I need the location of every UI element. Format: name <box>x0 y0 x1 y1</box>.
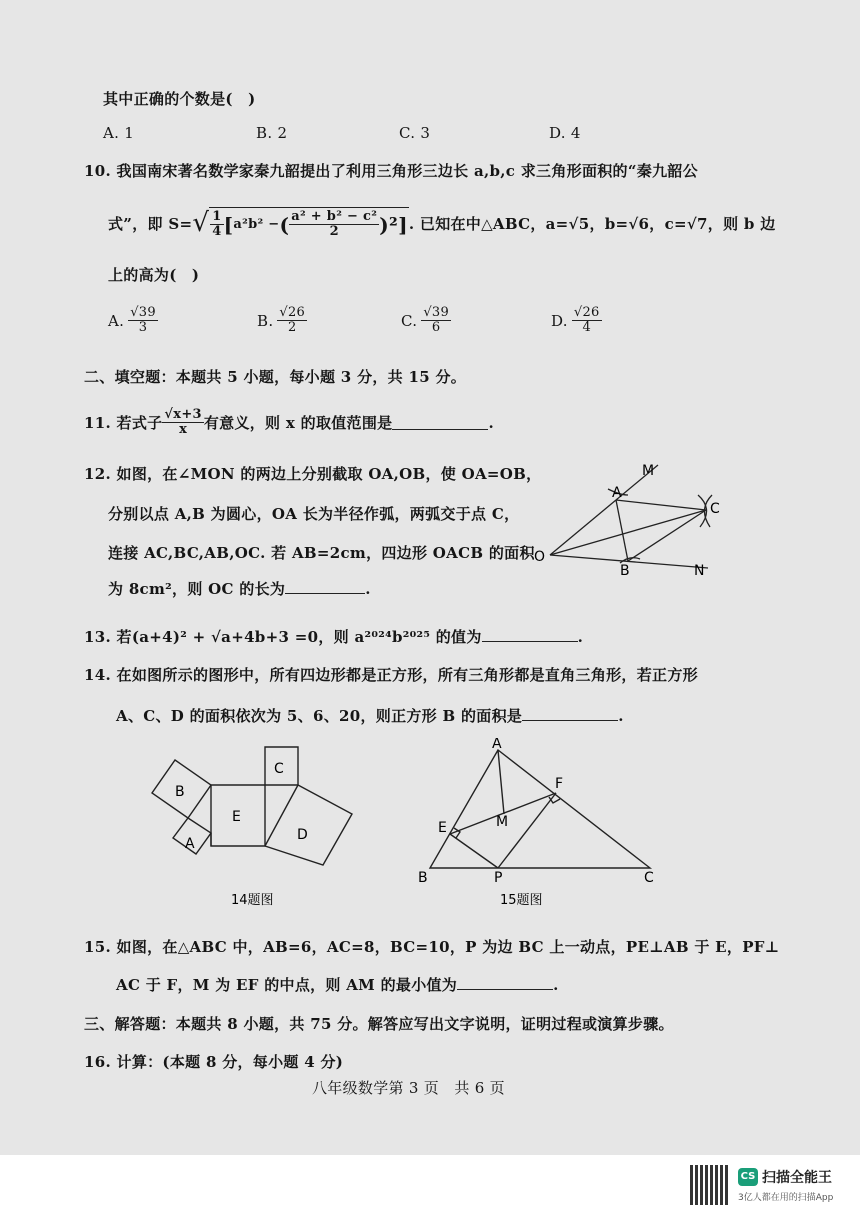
label-o: O <box>534 549 546 565</box>
label-m: M <box>642 463 655 479</box>
label-p: P <box>494 870 503 886</box>
q15-figure <box>410 738 660 913</box>
label-b: B <box>620 563 630 579</box>
q13-text: 13. 若(a+4)² + √a+4b+3 =0，则 a²⁰²⁴b²⁰²⁵ 的值为 <box>84 628 482 646</box>
label-n: N <box>694 563 705 579</box>
segment-ac <box>616 500 706 510</box>
option-label: A. <box>108 311 125 330</box>
bracket-right: ] <box>398 212 408 237</box>
q10-option-b <box>257 306 307 336</box>
segment-am <box>498 750 504 814</box>
q13 <box>84 626 583 647</box>
watermark-app-name: 扫描全能王 <box>762 1170 832 1186</box>
q10-formula-frac <box>210 210 223 240</box>
q11 <box>84 408 494 438</box>
option-num: √39 <box>423 305 450 320</box>
q10-line2 <box>108 207 776 240</box>
paren-left: ( <box>279 212 290 237</box>
label-e: E <box>232 809 241 825</box>
formula-mid: a²b² − <box>233 217 280 233</box>
q16-heading: 16. 计算：(本题 8 分，每小题 4 分) <box>84 1053 344 1071</box>
paren-right: )² <box>379 212 399 237</box>
q10-option-a <box>108 306 158 336</box>
q10-line1: 10. 我国南宋著名数学家秦九韶提出了利用三角形三边长 a,b,c 求三角形面积的“秦九韶公 <box>84 162 698 180</box>
q14-line1: 14. 在如图所示的图形中，所有四边形都是正方形，所有三角形都是直角三角形，若正方形 <box>84 666 698 684</box>
label-d: D <box>297 827 308 843</box>
q15-end: . <box>553 976 559 994</box>
q10-option-c <box>401 306 451 336</box>
q12-line1: 12. 如图，在∠MON 的两边上分别截取 OA,OB，使 OA=OB， <box>84 465 542 483</box>
q9-option-b: B. 2 <box>256 124 288 142</box>
q13-end: . <box>577 628 584 646</box>
frac-numerator: 1 <box>212 209 222 224</box>
scanner-footer <box>0 1155 860 1217</box>
q11-frac-den: x <box>179 422 188 438</box>
camscanner-logo-icon: CS <box>738 1168 758 1186</box>
label-c: C <box>710 501 720 517</box>
q12-end: . <box>365 580 371 598</box>
option-num: √26 <box>279 305 306 320</box>
q9-option-c: C. 3 <box>399 124 431 142</box>
option-den: 6 <box>431 320 441 336</box>
q10-line2-prefix: 式”，即 S= <box>108 214 193 233</box>
square-d <box>265 785 352 865</box>
option-num: √26 <box>573 305 600 320</box>
bracket-left: [ <box>223 212 234 237</box>
frac-denominator: 2 <box>329 224 339 240</box>
frac-denominator: 4 <box>212 224 222 240</box>
q15-line2-text: AC 于 F，M 为 EF 的中点，则 AM 的最小值为 <box>116 976 458 994</box>
triangle-abc <box>430 750 650 868</box>
label-e: E <box>438 820 447 836</box>
option-num: √39 <box>130 305 156 320</box>
label-a: A <box>492 738 502 752</box>
label-a: A <box>185 836 195 852</box>
label-b: B <box>418 870 428 886</box>
answer-blank[interactable] <box>392 415 488 430</box>
q14-line2-text: A、C、D 的面积依次为 5、6、20，则正方形 B 的面积是 <box>116 707 523 725</box>
frac-numerator: a² + b² − c² <box>291 209 378 224</box>
q9-option-d: D. 4 <box>549 124 581 142</box>
sqrt-sign: √ <box>192 208 210 239</box>
q9-stem: 其中正确的个数是( ) <box>103 90 256 108</box>
caption-14: 14题图 <box>231 893 274 908</box>
q10-line3: 上的高为( ) <box>108 266 200 284</box>
answer-blank[interactable] <box>522 706 618 721</box>
q12-figure <box>528 455 738 585</box>
q14-end: . <box>618 707 624 725</box>
q12-line2: 分别以点 A,B 为圆心，OA 长为半径作弧，两弧交于点 C， <box>108 505 520 523</box>
option-den: 4 <box>582 320 592 336</box>
segment-bc <box>628 510 706 561</box>
q15-line2 <box>116 974 559 995</box>
q11-prefix: 11. 若式子 <box>84 414 163 433</box>
q10-formula <box>209 207 409 240</box>
q14-figure <box>145 740 360 915</box>
q12-line4 <box>108 578 371 599</box>
q10-formula-inner-frac <box>289 210 379 240</box>
option-den: 3 <box>138 320 148 336</box>
q10-option-d <box>551 306 602 336</box>
page-footer: 八年级数学第 3 页 共 6 页 <box>312 1079 505 1097</box>
answer-blank[interactable] <box>482 627 578 642</box>
segment-ab <box>616 500 628 561</box>
qr-code-icon <box>690 1165 730 1205</box>
q9-option-a: A. 1 <box>103 124 135 142</box>
q11-frac-num: √x+3 <box>164 407 202 422</box>
label-b: B <box>175 784 185 800</box>
q12-line3: 连接 AC,BC,AB,OC. 若 AB=2cm，四边形 OACB 的面积 <box>108 544 535 562</box>
option-label: C. <box>401 311 418 330</box>
right-angle-f <box>549 797 560 803</box>
q15-line1: 15. 如图，在△ABC 中，AB=6，AC=8，BC=10，P 为边 BC 上一动点，PE⊥AB 于 E，PF⊥ <box>84 938 780 956</box>
section2-heading: 二、填空题：本题共 5 小题，每小题 3 分，共 15 分。 <box>84 368 467 386</box>
label-c: C <box>644 870 654 886</box>
q11-suffix: 有意义，则 x 的取值范围是 <box>203 414 393 433</box>
option-den: 2 <box>287 320 297 336</box>
label-c: C <box>274 761 284 777</box>
caption-15: 15题图 <box>500 893 543 908</box>
option-label: B. <box>257 311 274 330</box>
segment-oc <box>550 510 706 555</box>
q14-line2 <box>116 705 624 726</box>
segment-pe <box>450 834 498 868</box>
option-label: D. <box>551 311 568 330</box>
q11-end: . <box>488 413 494 432</box>
q12-line4-text: 为 8cm²，则 OC 的长为 <box>108 580 286 598</box>
watermark-tagline: 3亿人都在用的扫描App <box>738 1193 834 1203</box>
q10-line2-suffix: . 已知在中△ABC，a=√5，b=√6，c=√7，则 b 边 <box>408 214 776 233</box>
label-f: F <box>555 776 564 792</box>
answer-blank[interactable] <box>285 579 365 594</box>
answer-blank[interactable] <box>457 975 553 990</box>
right-angle-e <box>454 828 460 838</box>
label-m: M <box>496 814 509 830</box>
section3-heading: 三、解答题：本题共 8 小题，共 75 分。解答应写出文字说明，证明过程或演算步骤。 <box>84 1015 674 1033</box>
label-a: A <box>612 485 622 501</box>
